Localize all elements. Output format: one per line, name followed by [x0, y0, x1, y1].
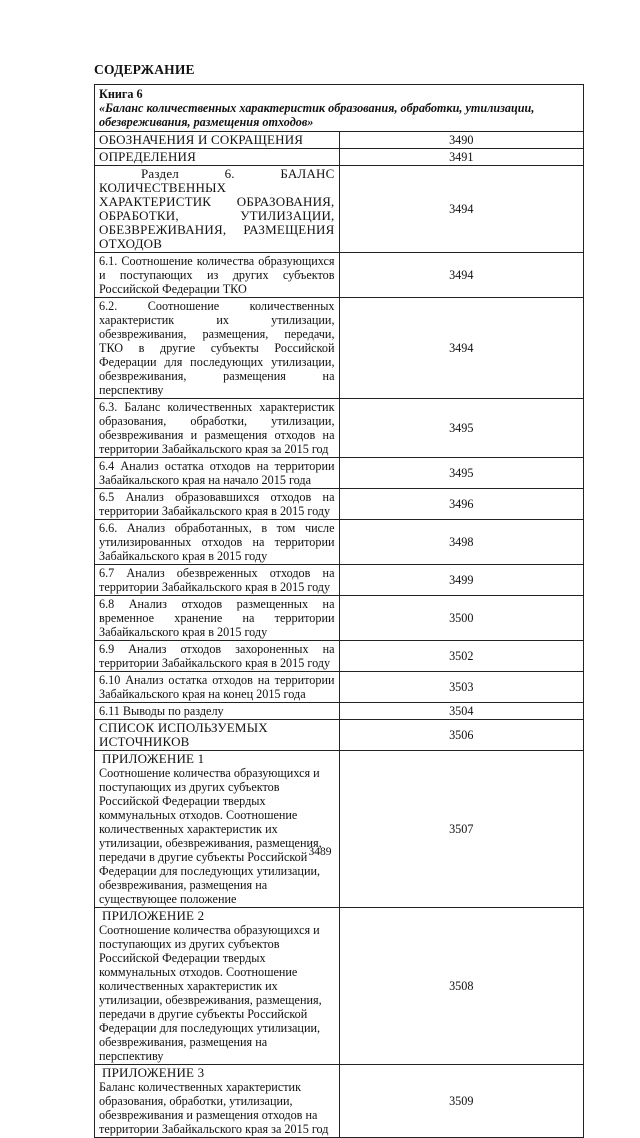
appendix-text: Соотношение количества образующихся и поступающих из других субъектов Российской Федерации твердых коммунальных отходов. Соотношение количественных характеристик их утилизации, обезвреживания, размещения, передачи в другие субъекты Российской Федерации для последующих утилизации, обезвреживания, размещения на перспективу — [99, 923, 322, 1063]
toc-entry-page: 3496 — [339, 489, 584, 520]
toc-row — [95, 458, 584, 489]
toc-entry-text[interactable]: 6.6. Анализ обработанных, в том числе утилизированных отходов на территории Забайкальского края в 2015 году — [95, 520, 340, 565]
toc-row — [95, 520, 584, 565]
page-number: 3489 — [308, 846, 332, 858]
toc-entry-text[interactable]: 6.4 Анализ остатка отходов на территории Забайкальского края на начало 2015 года — [95, 458, 340, 489]
toc-entry-page: 3490 — [339, 132, 584, 149]
toc-row — [95, 166, 584, 253]
book-title: «Баланс количественных характеристик образования, обработки, утилизации, обезвреживания, размещения отходов» — [99, 101, 535, 129]
toc-entry-text[interactable]: 6.7 Анализ обезвреженных отходов на территории Забайкальского края в 2015 году — [95, 565, 340, 596]
toc-row — [95, 641, 584, 672]
appendix-text: Баланс количественных характеристик образования, обработки, утилизации, обезвреживания и размещения отходов на территории Забайкальского края за 2015 год — [99, 1080, 329, 1136]
toc-entry-page: 3502 — [339, 641, 584, 672]
appendix-cell[interactable] — [95, 1065, 340, 1138]
toc-entry-text[interactable]: Раздел 6. БАЛАНС КОЛИЧЕСТВЕННЫХ ХАРАКТЕРИСТИК ОБРАЗОВАНИЯ, ОБРАБОТКИ, УТИЛИЗАЦИИ, ОБЕЗВРЕЖИВАНИЯ, РАЗМЕЩЕНИЯ ОТХОДОВ — [95, 166, 340, 253]
appendix-page: 3508 — [339, 908, 584, 1065]
toc-entry-text[interactable]: 6.9 Анализ отходов захороненных на территории Забайкальского края в 2015 году — [95, 641, 340, 672]
toc-row — [95, 489, 584, 520]
toc-entry-text[interactable]: 6.10 Анализ остатка отходов на территории Забайкальского края на конец 2015 года — [95, 672, 340, 703]
toc-row — [95, 565, 584, 596]
toc-entry-page: 3500 — [339, 596, 584, 641]
toc-entry-page: 3498 — [339, 520, 584, 565]
appendix-row — [95, 1065, 584, 1138]
toc-row — [95, 703, 584, 720]
toc-entry-text[interactable]: ОБОЗНАЧЕНИЯ И СОКРАЩЕНИЯ — [95, 132, 340, 149]
toc-entry-page: 3494 — [339, 298, 584, 399]
toc-entry-page: 3503 — [339, 672, 584, 703]
toc-entry-page: 3494 — [339, 166, 584, 253]
toc-row — [95, 596, 584, 641]
toc-entry-text[interactable]: 6.5 Анализ образовавшихся отходов на территории Забайкальского края в 2015 году — [95, 489, 340, 520]
toc-row — [95, 149, 584, 166]
toc-row — [95, 298, 584, 399]
book-cell — [95, 85, 584, 132]
toc-table — [94, 84, 584, 1138]
toc-row — [95, 399, 584, 458]
appendix-row — [95, 908, 584, 1065]
appendix-title: ПРИЛОЖЕНИЕ 1 — [102, 751, 205, 766]
toc-row — [95, 720, 584, 751]
toc-entry-page: 3495 — [339, 458, 584, 489]
appendix-page: 3507 — [339, 751, 584, 908]
toc-entry-text[interactable]: 6.8 Анализ отходов размещенных на временное хранение на территории Забайкальского края в 2015 году — [95, 596, 340, 641]
appendix-title: ПРИЛОЖЕНИЕ 3 — [102, 1065, 205, 1080]
appendix-title: ПРИЛОЖЕНИЕ 2 — [102, 908, 205, 923]
toc-entry-text[interactable]: ОПРЕДЕЛЕНИЯ — [95, 149, 340, 166]
toc-entry-page: 3491 — [339, 149, 584, 166]
toc-entry-text[interactable]: СПИСОК ИСПОЛЬЗУЕМЫХ ИСТОЧНИКОВ — [95, 720, 340, 751]
toc-entry-text[interactable]: 6.3. Баланс количественных характеристик образования, обработки, утилизации, обезвреживания и размещения отходов на территории Забайкальского края за 2015 год — [95, 399, 340, 458]
toc-entry-page: 3499 — [339, 565, 584, 596]
toc-entry-text[interactable]: 6.2. Соотношение количественных характеристик их утилизации, обезвреживания, размещения, передачи, ТКО в другие субъекты Российской Федерации для последующих утилизации, обезвреживания, размещения на перспективу — [95, 298, 340, 399]
toc-row — [95, 132, 584, 149]
toc-entry-page: 3504 — [339, 703, 584, 720]
toc-entry-text[interactable]: 6.1. Соотношение количества образующихся и поступающих из других субъектов Российской Федерации ТКО — [95, 253, 340, 298]
toc-row — [95, 672, 584, 703]
toc-entry-page: 3494 — [339, 253, 584, 298]
book-row — [95, 85, 584, 132]
page-title: СОДЕРЖАНИЕ — [94, 62, 195, 77]
toc-entry-page: 3495 — [339, 399, 584, 458]
toc-row — [95, 253, 584, 298]
book-label: Книга 6 — [99, 87, 143, 101]
toc-entry-text[interactable]: 6.11 Выводы по разделу — [95, 703, 340, 720]
appendix-page: 3509 — [339, 1065, 584, 1138]
appendix-text: Соотношение количества образующихся и поступающих из других субъектов Российской Федерации твердых коммунальных отходов. Соотношение количественных характеристик их утилизации, обезвреживания, размещения, передачи в другие субъекты Российской Федерации для последующих утилизации, обезвреживания, размещения на существующее положение — [99, 766, 322, 906]
appendix-cell[interactable] — [95, 908, 340, 1065]
appendix-cell[interactable] — [95, 751, 340, 908]
appendix-row — [95, 751, 584, 908]
toc-entry-page: 3506 — [339, 720, 584, 751]
